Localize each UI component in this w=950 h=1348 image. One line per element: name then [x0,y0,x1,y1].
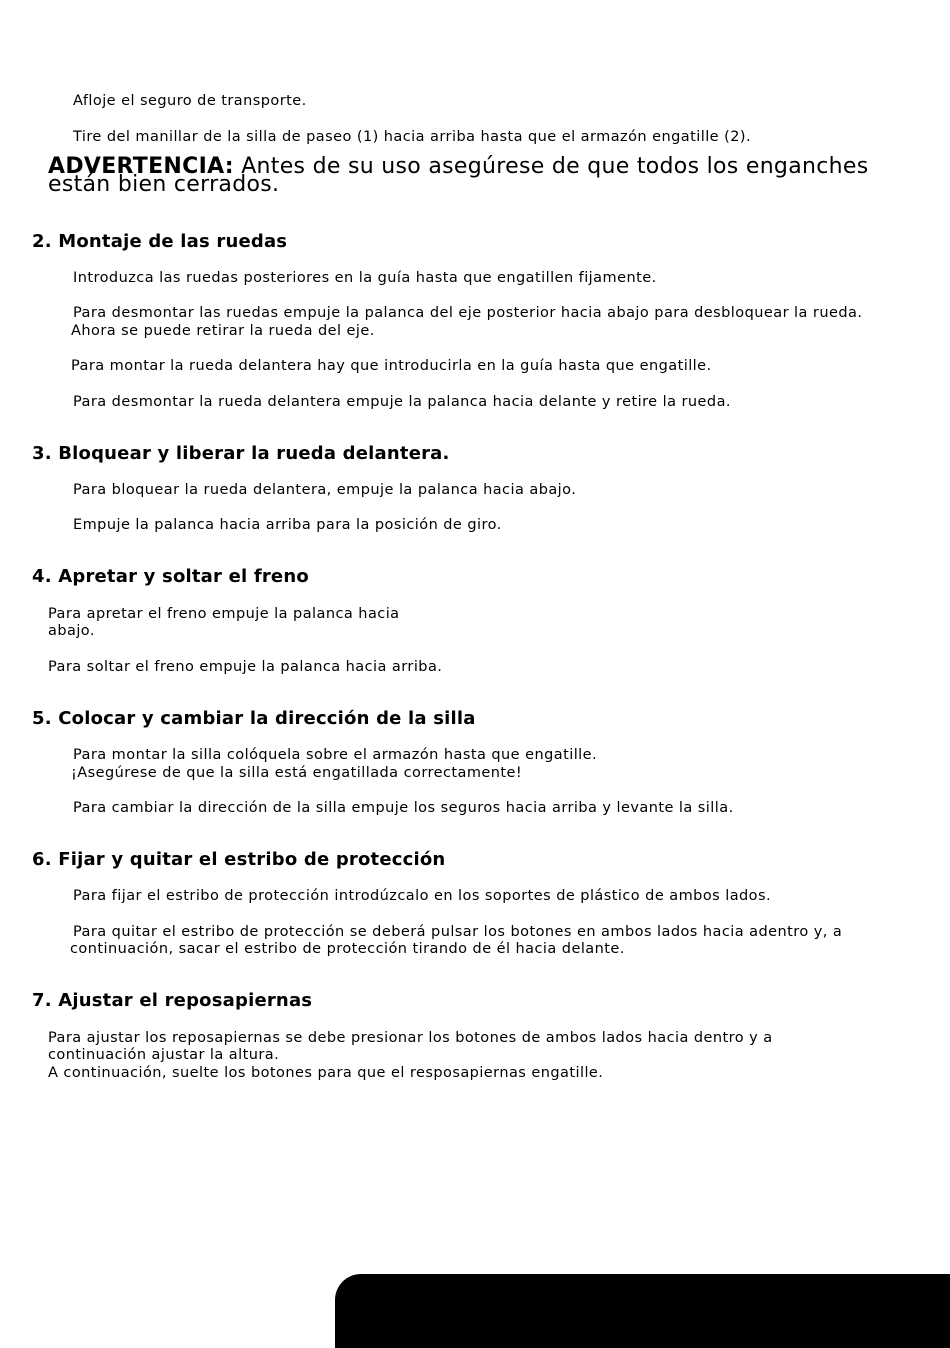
footer-bar [335,1274,950,1348]
section-2-paragraph-1: Introduzca las ruedas posteriores en la guía hasta que engatillen fijamente. [73,270,657,286]
section-5-paragraph-1b: ¡Asegúrese de que la silla está engatillada correctamente! [71,765,523,781]
section-6-paragraph-1: Para fijar el estribo de protección introdúzcalo en los soportes de plástico de ambos lados. [73,888,772,904]
section-4-heading: 4. Apretar y soltar el freno [32,566,309,587]
section-4-paragraph-2: Para soltar el freno empuje la palanca hacia arriba. [48,659,443,675]
section-2-paragraph-3: Para montar la rueda delantera hay que introducirla en la guía hasta que engatille. [71,358,712,374]
section-7-paragraph-1c: A continuación, suelte los botones para que el resposapiernas engatille. [48,1065,604,1081]
warning-text: Antes de su uso asegúrese de que todos los enganches están bien cerrados. [48,154,869,197]
section-5-paragraph-1a: Para montar la silla colóquela sobre el armazón hasta que engatille. [73,747,598,763]
section-7-paragraph-1b: continuación ajustar la altura. [48,1047,280,1063]
section-5-heading: 5. Colocar y cambiar la dirección de la silla [32,708,476,729]
section-7-heading: 7. Ajustar el reposapiernas [32,990,313,1011]
section-2-paragraph-2a: Para desmontar las ruedas empuje la palanca del eje posterior hacia abajo para desbloquear la rueda. [73,305,863,321]
section-7-paragraph-1a: Para ajustar los reposapiernas se debe presionar los botones de ambos lados hacia dentro y a [48,1030,773,1046]
section-3-paragraph-2: Empuje la palanca hacia arriba para la posición de giro. [73,517,502,533]
warning-note [48,154,928,197]
section-3-heading: 3. Bloquear y liberar la rueda delantera. [32,443,450,464]
section-2-paragraph-2b: Ahora se puede retirar la rueda del eje. [71,323,375,339]
section-6-paragraph-2b: continuación, sacar el estribo de protección tirando de él hacia delante. [70,941,625,957]
section-6-heading: 6. Fijar y quitar el estribo de protección [32,849,446,870]
intro-paragraph-1: Afloje el seguro de transporte. [73,93,307,109]
section-6-paragraph-2a: Para quitar el estribo de protección se deberá pulsar los botones en ambos lados hacia adentro y, a [73,924,843,940]
section-3-paragraph-1: Para bloquear la rueda delantera, empuje la palanca hacia abajo. [73,482,577,498]
warning-label: ADVERTENCIA: [48,154,234,179]
section-2-paragraph-4: Para desmontar la rueda delantera empuje la palanca hacia delante y retire la rueda. [73,394,731,410]
section-5-paragraph-2: Para cambiar la dirección de la silla empuje los seguros hacia arriba y levante la silla. [73,800,734,816]
section-4-paragraph-1a: Para apretar el freno empuje la palanca hacia [48,606,400,622]
section-2-heading: 2. Montaje de las ruedas [32,231,288,252]
intro-paragraph-2: Tire del manillar de la silla de paseo (1) hacia arriba hasta que el armazón engatille (2). [73,129,752,145]
section-4-paragraph-1b: abajo. [48,623,95,639]
